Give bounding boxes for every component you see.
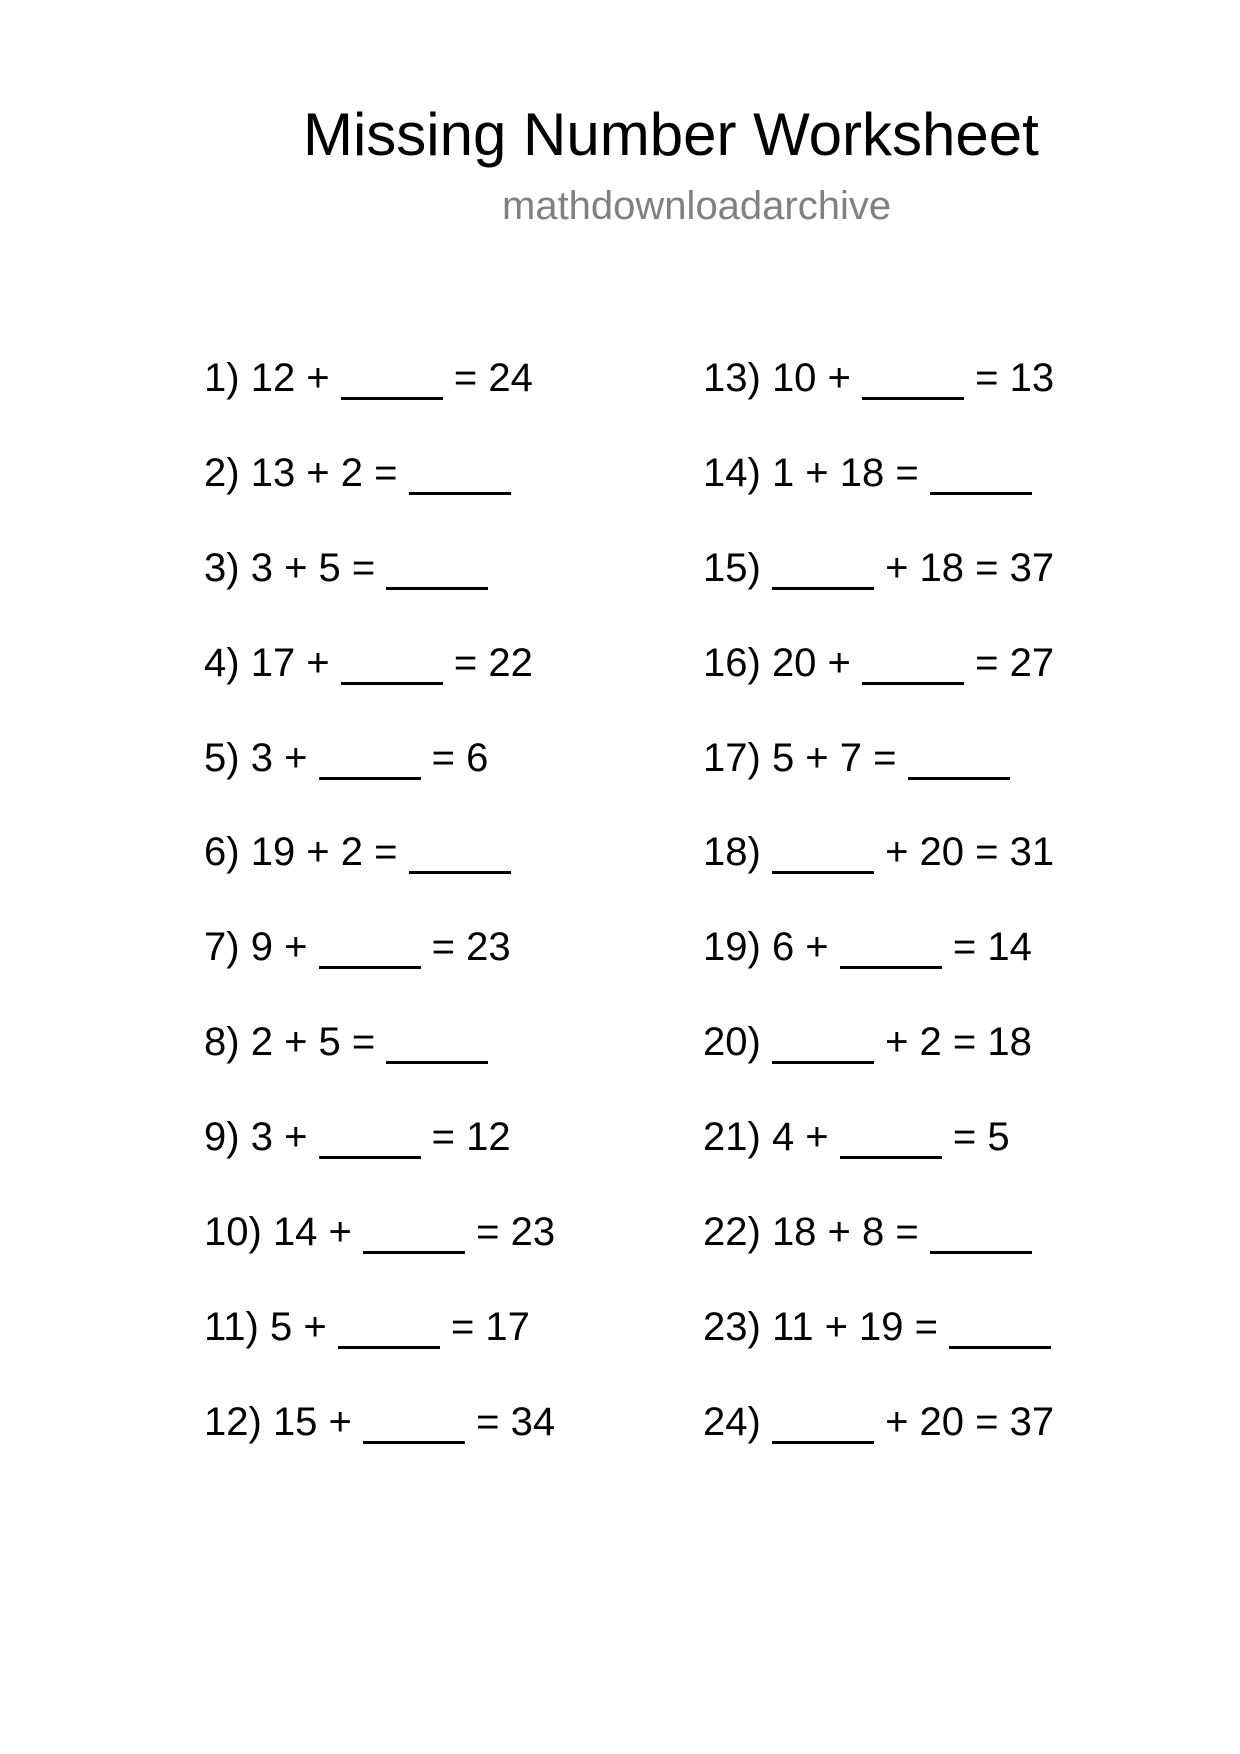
answer-blank[interactable] — [840, 929, 942, 969]
answer-blank[interactable] — [319, 740, 421, 780]
problem-expression-right: = 5 — [952, 1115, 1010, 1160]
problem-expression-right: + 20 = 37 — [885, 1399, 1055, 1444]
answer-blank[interactable] — [930, 455, 1032, 495]
page-title: Missing Number Worksheet — [303, 101, 1039, 168]
problem-expression-left: 4 + — [771, 1115, 829, 1160]
problem-number: 10) — [204, 1210, 262, 1255]
answer-blank[interactable] — [862, 645, 964, 685]
problem-expression-left: 17 + — [250, 640, 330, 685]
answer-blank[interactable] — [386, 550, 488, 590]
answer-blank[interactable] — [341, 360, 443, 400]
problem-item — [703, 1208, 1183, 1303]
answer-blank[interactable] — [772, 834, 874, 874]
problem-item — [204, 1018, 684, 1113]
answer-blank[interactable] — [772, 1404, 874, 1444]
problem-number: 12) — [204, 1399, 262, 1444]
problem-expression-right: + 18 = 37 — [885, 545, 1055, 590]
problem-expression-right: = 12 — [431, 1115, 511, 1160]
answer-blank[interactable] — [862, 360, 964, 400]
problem-number: 20) — [703, 1020, 761, 1065]
problem-item — [204, 828, 684, 923]
problem-item — [204, 544, 684, 639]
problem-item — [703, 923, 1183, 1018]
problem-item — [703, 1113, 1183, 1208]
problem-item — [204, 449, 684, 544]
problem-number: 17) — [703, 735, 761, 780]
problem-expression-left: 12 + — [250, 356, 330, 400]
problems-right-column — [703, 354, 1183, 1493]
problem-number: 19) — [703, 925, 761, 970]
problem-item — [204, 1398, 684, 1493]
problem-expression-left: 10 + — [771, 356, 851, 400]
problem-expression-right: = 14 — [952, 925, 1032, 970]
problem-item — [204, 639, 684, 734]
problem-number: 18) — [703, 830, 761, 875]
problem-expression-right: = 24 — [453, 356, 533, 400]
problem-number: 11) — [204, 1304, 259, 1349]
problem-expression-right: = 23 — [476, 1210, 556, 1255]
problem-number: 9) — [204, 1115, 240, 1160]
problem-item — [703, 354, 1183, 449]
problem-number: 16) — [703, 640, 761, 685]
problem-expression-right: = 23 — [431, 925, 511, 970]
problem-item — [204, 1208, 684, 1303]
answer-blank[interactable] — [908, 740, 1010, 780]
problem-number: 23) — [703, 1304, 761, 1349]
problem-number: 3) — [204, 545, 240, 590]
answer-blank[interactable] — [363, 1214, 465, 1254]
problem-expression-left: 14 + — [272, 1210, 352, 1255]
problem-item — [703, 544, 1183, 639]
problem-expression-left: 11 + 19 = — [771, 1304, 939, 1349]
problem-expression-left: 5 + 7 = — [771, 735, 897, 780]
answer-blank[interactable] — [386, 1024, 488, 1064]
answer-blank[interactable] — [319, 1119, 421, 1159]
problem-expression-right: + 2 = 18 — [885, 1020, 1032, 1065]
problem-number: 14) — [703, 450, 761, 495]
problem-expression-left: 3 + — [250, 735, 308, 780]
problem-expression-left: 3 + — [250, 1115, 308, 1160]
problem-expression-left: 13 + 2 = — [250, 450, 398, 495]
problem-expression-left: 2 + 5 = — [250, 1020, 376, 1065]
answer-blank[interactable] — [840, 1119, 942, 1159]
problem-item — [703, 639, 1183, 734]
problem-item — [703, 449, 1183, 544]
problem-item — [703, 1018, 1183, 1113]
problem-number: 22) — [703, 1210, 761, 1255]
problem-number: 21) — [703, 1115, 761, 1160]
problem-number: 24) — [703, 1399, 761, 1444]
answer-blank[interactable] — [341, 645, 443, 685]
problem-expression-left: 3 + 5 = — [250, 545, 376, 590]
answer-blank[interactable] — [338, 1309, 440, 1349]
answer-blank[interactable] — [772, 550, 874, 590]
problem-number: 15) — [703, 545, 761, 590]
problem-number: 6) — [204, 830, 240, 875]
problem-number: 13) — [703, 356, 761, 400]
site-subtitle: mathdownloadarchive — [502, 184, 892, 228]
problem-expression-right: = 27 — [975, 640, 1055, 685]
answer-blank[interactable] — [772, 1024, 874, 1064]
answer-blank[interactable] — [409, 455, 511, 495]
problem-item — [204, 923, 684, 1018]
problem-item — [204, 734, 684, 829]
answer-blank[interactable] — [409, 834, 511, 874]
problem-expression-left: 18 + 8 = — [771, 1210, 919, 1255]
problem-expression-right: = 6 — [431, 735, 489, 780]
problem-expression-left: 19 + 2 = — [250, 830, 398, 875]
problem-item — [703, 1303, 1183, 1398]
problem-expression-left: 1 + 18 = — [771, 450, 919, 495]
problem-expression-right: + 20 = 31 — [885, 830, 1055, 875]
problem-item — [204, 354, 684, 449]
problem-number: 4) — [204, 640, 240, 685]
problem-expression-right: = 22 — [453, 640, 533, 685]
problem-number: 1) — [204, 356, 240, 400]
problem-item — [204, 1113, 684, 1208]
problem-item — [204, 1303, 684, 1398]
answer-blank[interactable] — [949, 1309, 1051, 1349]
problem-expression-left: 5 + — [269, 1304, 327, 1349]
problem-expression-left: 6 + — [771, 925, 829, 970]
problem-number: 2) — [204, 450, 240, 495]
answer-blank[interactable] — [363, 1404, 465, 1444]
problem-expression-left: 15 + — [272, 1399, 352, 1444]
problem-expression-right: = 34 — [476, 1399, 556, 1444]
problem-expression-right: = 17 — [450, 1304, 530, 1349]
answer-blank[interactable] — [319, 929, 421, 969]
problem-item — [703, 1398, 1183, 1493]
problems-left-column — [204, 354, 684, 1493]
problem-item — [703, 734, 1183, 829]
problem-number: 8) — [204, 1020, 240, 1065]
problem-expression-left: 9 + — [250, 925, 308, 970]
answer-blank[interactable] — [930, 1214, 1032, 1254]
problem-expression-left: 20 + — [771, 640, 851, 685]
problem-item — [703, 828, 1183, 923]
problem-expression-right: = 13 — [975, 356, 1055, 400]
problem-number: 5) — [204, 735, 240, 780]
problem-number: 7) — [204, 925, 240, 970]
